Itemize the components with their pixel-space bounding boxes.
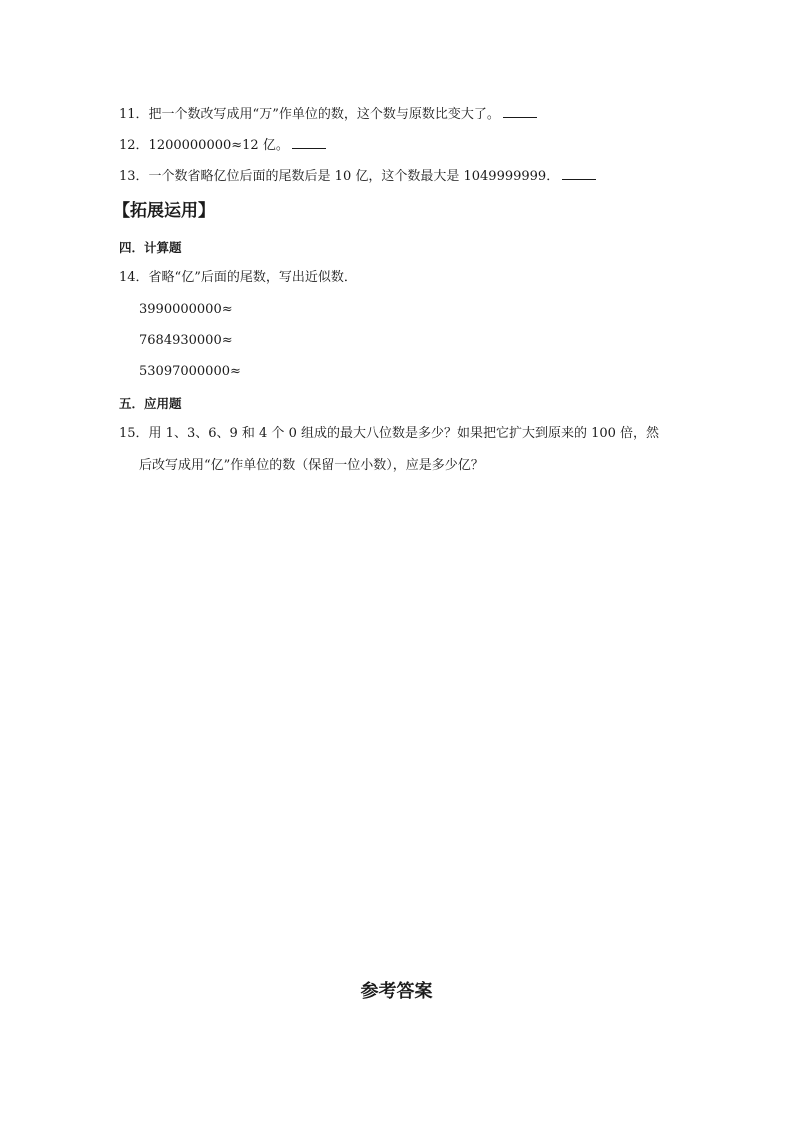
section-5-title: 五．应用题 [119, 396, 182, 411]
question-text: 省略“亿”后面的尾数，写出近似数． [148, 270, 357, 285]
question-number: 13． [119, 169, 149, 184]
question-number: 12． [119, 138, 149, 153]
question-14 [119, 270, 357, 286]
question-text: 一个数省略亿位后面的尾数后是 10 亿，这个数最大是 1049999999． [148, 169, 560, 184]
section-4-title: 四．计算题 [119, 240, 182, 255]
answer-blank[interactable] [562, 167, 596, 180]
question-11 [119, 105, 537, 123]
question-number: 14． [119, 270, 149, 285]
approx-item-3: 53097000000≈ [139, 364, 241, 379]
question-number: 11． [119, 107, 149, 122]
approx-item-1: 3990000000≈ [139, 302, 233, 317]
question-text: 把一个数改写成用“万”作单位的数，这个数与原数比变大了。 [148, 107, 500, 122]
question-text: 用 1、3、6、9 和 4 个 0 组成的最大八位数是多少？如果把它扩大到原来的 100 倍，然 [148, 426, 660, 441]
question-15-line-2: 后改写成用“亿”作单位的数（保留一位小数），应是多少亿？ [139, 458, 484, 473]
question-15-line-1 [119, 426, 659, 442]
approx-item-2: 7684930000≈ [139, 333, 233, 348]
extension-heading: 【拓展运用】 [113, 201, 215, 221]
answer-blank[interactable] [292, 136, 326, 149]
question-text: 1200000000≈12 亿。 [148, 138, 289, 153]
answer-title: 参考答案 [360, 981, 433, 1002]
question-12 [119, 136, 326, 154]
answer-blank[interactable] [503, 105, 537, 118]
question-13 [119, 167, 596, 185]
question-number: 15． [119, 426, 149, 441]
